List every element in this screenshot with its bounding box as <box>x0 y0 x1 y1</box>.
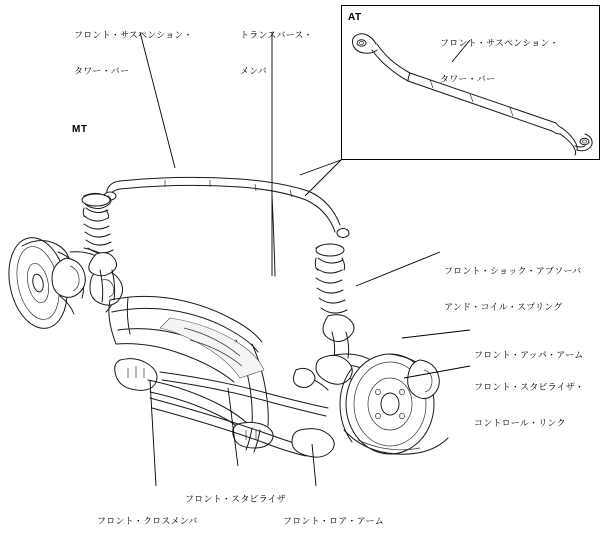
front-lower-arm-drawing <box>150 398 334 457</box>
callout-line: フロント・クロスメンバ <box>97 517 198 527</box>
left-coil-spring-shock <box>82 193 117 302</box>
right-wheel-hub-assembly <box>340 354 448 454</box>
callout-line: フロント・ロア・アーム <box>283 517 384 527</box>
right-knuckle-assembly <box>293 354 394 412</box>
variant-tag-mt: MT <box>72 124 88 135</box>
callout-line: タワー・バー <box>440 75 496 85</box>
mt-tower-bar-drawing <box>104 177 349 237</box>
callout-line: フロント・サスペンション・ <box>74 31 193 41</box>
callout-transverse-member <box>240 6 313 102</box>
inset-leader <box>305 160 341 196</box>
right-coil-spring-shock <box>315 244 354 358</box>
callout-front-suspension-tower-bar-mt <box>74 6 193 102</box>
callout-line: コントロール・リンク <box>474 419 566 429</box>
callout-front-stabilizer-control-link <box>474 358 584 454</box>
callout-front-stabilizer <box>185 470 286 530</box>
callout-front-crossmember <box>97 492 198 552</box>
variant-tag-at: AT <box>348 12 362 23</box>
callout-line: トランスバース・ <box>240 31 313 41</box>
callout-line: タワー・バー <box>74 67 130 77</box>
callout-front-shock-absorber-and-coil-spring <box>444 242 581 338</box>
callout-line: フロント・アッパ・アーム <box>474 351 584 361</box>
callout-line: フロント・ショック・アブソーバ <box>444 267 582 277</box>
callout-line: メンバ <box>240 67 267 77</box>
callout-line: アンド・コイル・スプリング <box>444 303 563 313</box>
callout-front-suspension-tower-bar-at <box>440 14 559 110</box>
callout-line: フロント・サスペンション・ <box>440 39 559 49</box>
front-stabilizer-drawing <box>160 372 328 452</box>
callout-front-lower-arm <box>283 492 384 552</box>
front-crossmember-drawing <box>109 296 273 448</box>
left-wheel-hub-assembly <box>1 232 123 334</box>
callout-line: フロント・スタビライザ <box>185 495 286 505</box>
inset-leader-2 <box>300 160 341 175</box>
transverse-member-drawing <box>272 196 275 276</box>
callout-line: フロント・スタビライザ・ <box>474 383 585 393</box>
